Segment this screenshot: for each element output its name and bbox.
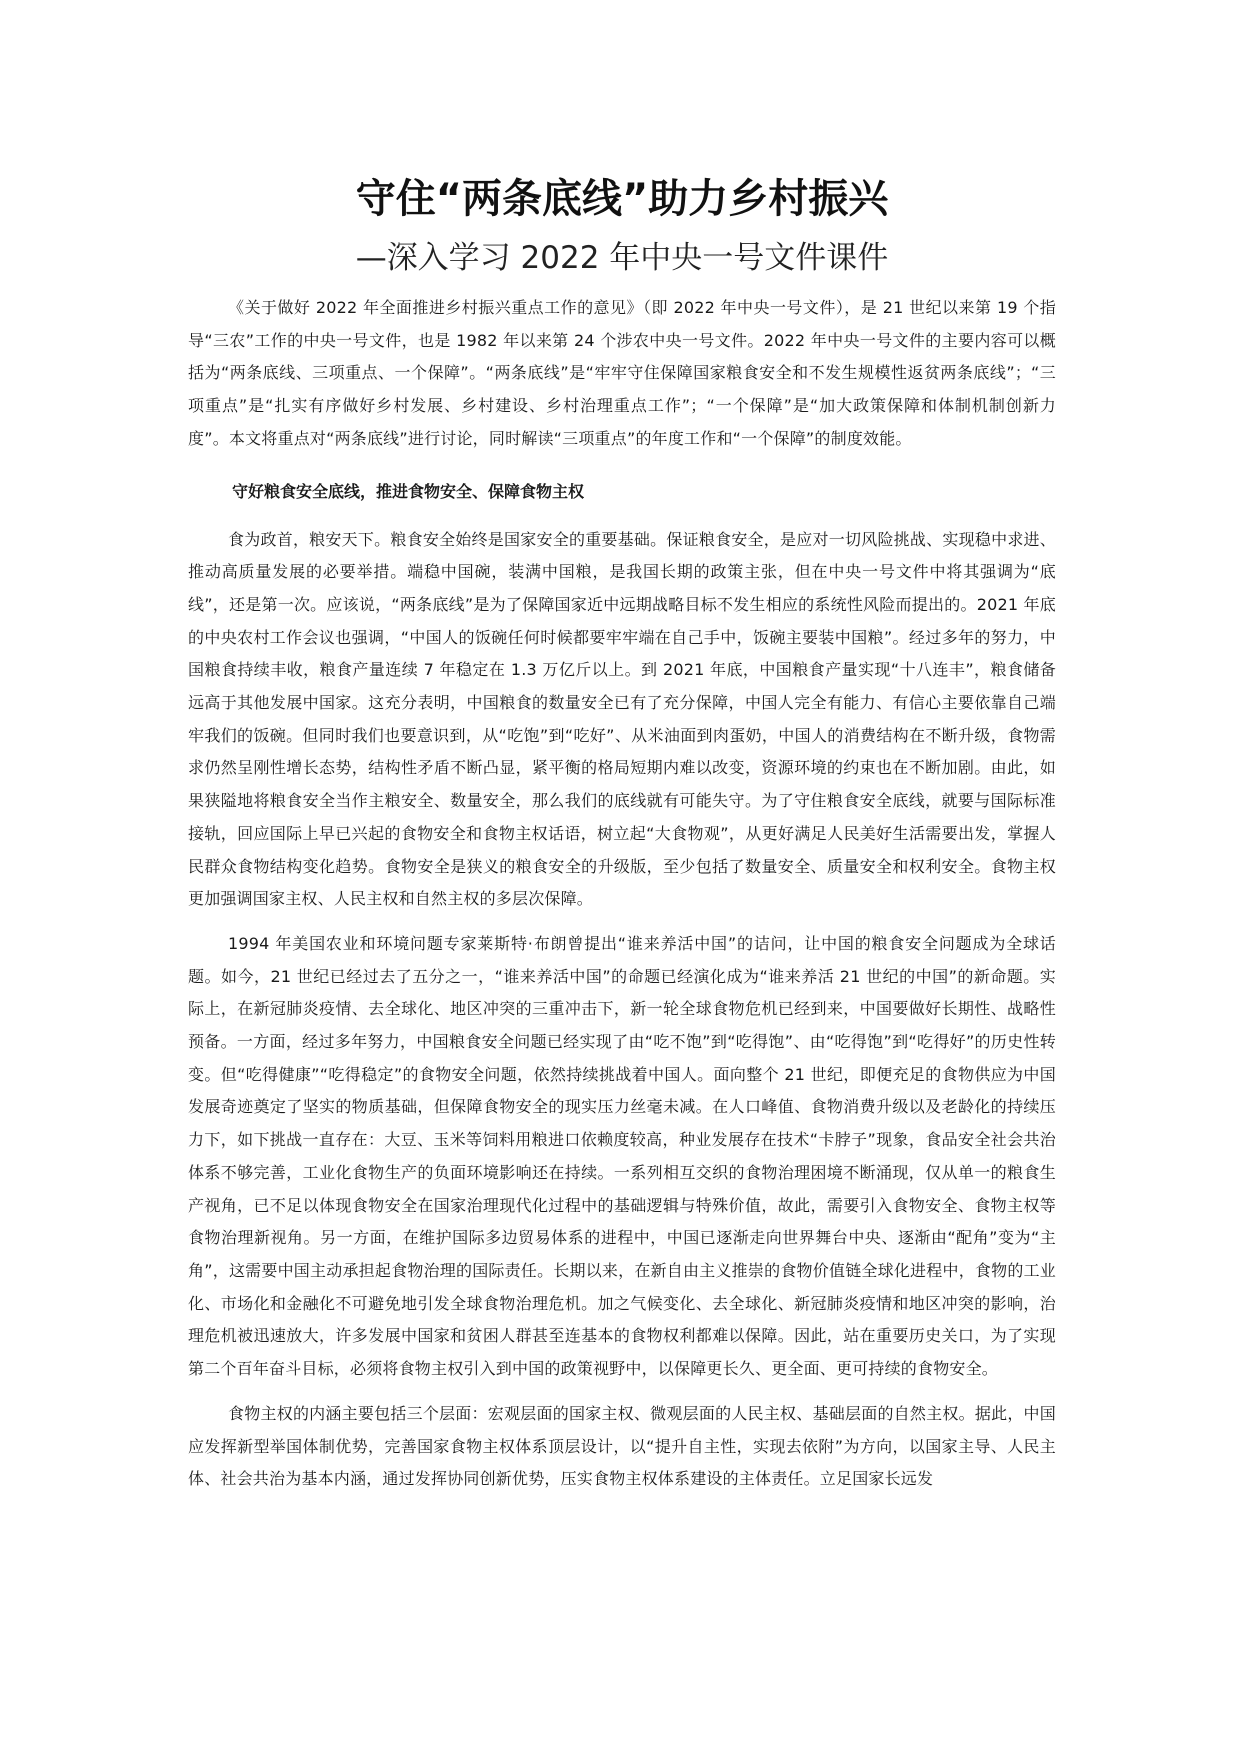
body-paragraph-3: 食物主权的内涵主要包括三个层面：宏观层面的国家主权、微观层面的人民主权、基础层面的自然主权。据此，中国应发挥新型举国体制优势，完善国家食物主权体系顶层设计，以“提升自主性，实现去依附”为方向，以国家主导、人民主体、社会共治为基本内涵，通过发挥协同创新优势，压实食物主权体系建设的主体责任。立足国家长远发 [188,1403,1056,1489]
section-heading: 守好粮食安全底线，推进食物安全、保障食物主权 [232,481,585,501]
body-paragraph-2: 1994 年美国农业和环境问题专家莱斯特·布朗曾提出“谁来养活中国”的诘问，让中国的粮食安全问题成为全球话题。如今，21 世纪已经过去了五分之一，“谁来养活中国”的命题已经演化成为“谁来养活 21 世纪的中国”的新命题。实际上，在新冠肺炎疫情、去全球化、地区冲突的三重冲击下，新一轮全球食物危机已经到来，中国要做好长期性、战略性预备。一方面，经过多年努力，中国粮食安全问题已经实现了由“吃不饱”到“吃得饱”、由“吃得饱”到“吃得好”的历史性转变。但“吃得健康”“吃得稳定”的食物安全问题，依然持续挑战着中国人。面向整个 21 世纪，即便充足的食物供应为中国发展奇迹奠定了坚实的物质基础，但保障食物安全的现实压力丝毫未减。在人口峰值、食物消费升级以及老龄化的持续压力下，如下挑战一直存在：大豆、玉米等饲料用粮进口依赖度较高，种业发展存在技术“卡脖子”现象，食品安全社会共治体系不够完善，工业化食物生产的负面环境影响还在持续。一系列相互交织的食物治理困境不断涌现，仅从单一的粮食生产视角，已不足以体现食物安全在国家治理现代化过程中的基础逻辑与特殊价值，故此，需要引入食物安全、食物主权等食物治理新视角。另一方面，在维护国际多边贸易体系的进程中，中国已逐渐走向世界舞台中央、逐渐由“配角”变为“主角”，这需要中国主动承担起食物治理的国际责任。长期以来，在新自由主义推崇的食物价值链全球化进程中，食物的工业化、市场化和金融化不可避免地引发全球食物治理危机。加之气候变化、去全球化、新冠肺炎疫情和地区冲突的影响，治理危机被迅速放大，许多发展中国家和贫困人群甚至连基本的食物权利都难以保障。因此，站在重要历史关口，为了实现第二个百年奋斗目标，必须将食物主权引入到中国的政策视野中，以保障更长久、更全面、更可持续的食物安全。 [188,933,1056,1379]
body-paragraph-1: 食为政首，粮安天下。粮食安全始终是国家安全的重要基础。保证粮食安全，是应对一切风险挑战、实现稳中求进、推动高质量发展的必要举措。端稳中国碗，装满中国粮，是我国长期的政策主张，但在中央一号文件中将其强调为“底线”，还是第一次。应该说，“两条底线”是为了保障国家近中远期战略目标不发生相应的系统性风险而提出的。2021 年底的中央农村工作会议也强调，“中国人的饭碗任何时候都要牢牢端在自己手中，饭碗主要装中国粮”。经过多年的努力，中国粮食持续丰收，粮食产量连续 7 年稳定在 1.3 万亿斤以上。到 2021 年底，中国粮食产量实现“十八连丰”，粮食储备远高于其他发展中国家。这充分表明，中国粮食的数量安全已有了充分保障，中国人完全有能力、有信心主要依靠自己端牢我们的饭碗。但同时我们也要意识到，从“吃饱”到“吃好”、从米油面到肉蛋奶，中国人的消费结构在不断升级，食物需求仍然呈刚性增长态势，结构性矛盾不断凸显，紧平衡的格局短期内难以改变，资源环境的约束也在不断加剧。由此，如果狭隘地将粮食安全当作主粮安全、数量安全，那么我们的底线就有可能失守。为了守住粮食安全底线，就要与国际标准接轨，回应国际上早已兴起的食物安全和食物主权话语，树立起“大食物观”，从更好满足人民美好生活需要出发，掌握人民群众食物结构变化趋势。食物安全是狭义的粮食安全的升级版，至少包括了数量安全、质量安全和权利安全。食物主权更加强调国家主权、人民主权和自然主权的多层次保障。 [188,529,1056,909]
intro-paragraph: 《关于做好 2022 年全面推进乡村振兴重点工作的意见》（即 2022 年中央一号文件），是 21 世纪以来第 19 个指导“三农”工作的中央一号文件，也是 1982 年以来第 24 个涉农中央一号文件。2022 年中央一号文件的主要内容可以概括为“两条底线、三项重点、一个保障”。“两条底线”是“牢牢守住保障国家粮食安全和不发生规模性返贫两条底线”；“三项重点”是“扎实有序做好乡村发展、乡村建设、乡村治理重点工作”；“一个保障”是“加大政策保障和体制机制创新力度”。本文将重点对“两条底线”进行讨论，同时解读“三项重点”的年度工作和“一个保障”的制度效能。 [188,298,1056,448]
document-title: 守住“两条底线”助力乡村振兴 [355,176,889,222]
document-subtitle: —深入学习 2022 年中央一号文件课件 [355,240,889,276]
document-page [188,168,1056,1496]
